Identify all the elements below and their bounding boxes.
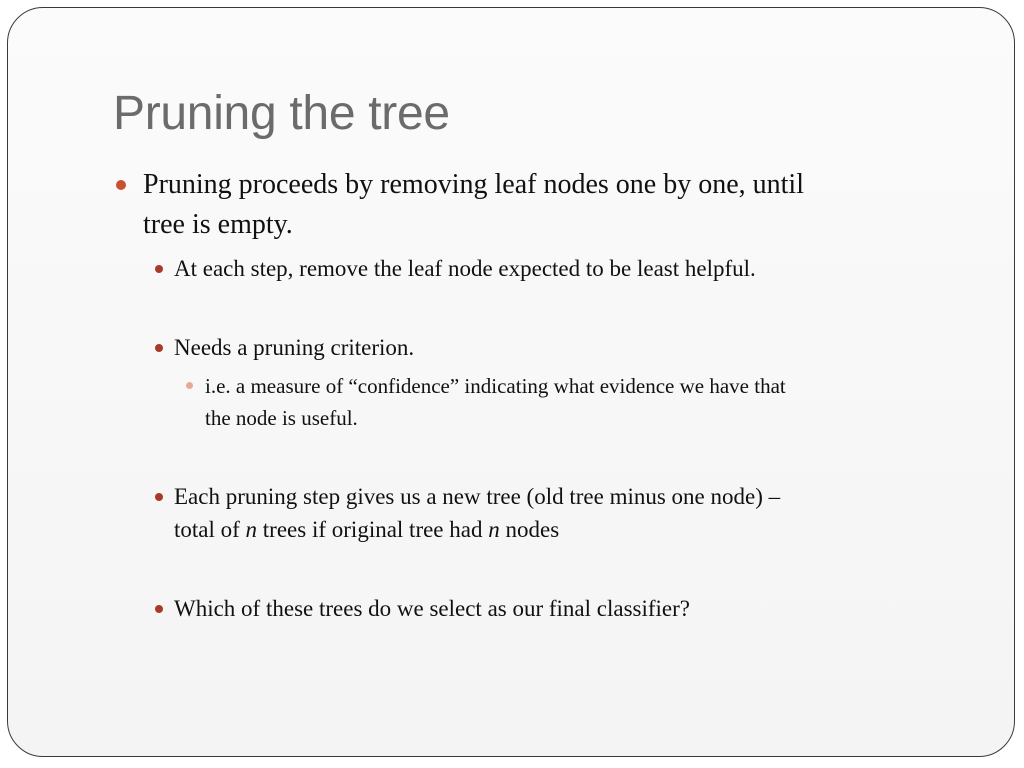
slide-title: Pruning the tree: [113, 87, 450, 140]
bullet-text-pruning-criterion: Needs a pruning criterion.: [174, 335, 415, 360]
text-fragment: total of: [174, 517, 246, 542]
text-fragment: nodes: [499, 517, 560, 542]
variable-n: n: [245, 517, 258, 542]
bullet-text-each-step: At each step, remove the leaf node expected to be least helpful.: [174, 256, 756, 281]
bullet-dot-level2: [155, 265, 163, 273]
bullet-text-pruning-proceeds-line1: Pruning proceeds by removing leaf nodes one by one, until: [143, 169, 804, 200]
bullet-text-confidence-line1: i.e. a measure of “confidence” indicating what evidence we have that: [205, 374, 786, 398]
bullet-dot-level3: [186, 382, 193, 389]
bullet-dot-level2: [155, 344, 163, 352]
bullet-text-new-tree-line1: Each pruning step gives us a new tree (old tree minus one node) –: [174, 484, 781, 509]
bullet-dot-level1: [116, 180, 126, 190]
text-fragment: trees if original tree had: [257, 517, 489, 542]
variable-n: n: [488, 517, 500, 542]
bullet-text-pruning-proceeds-line2: tree is empty.: [143, 209, 293, 240]
bullet-text-confidence-line2: the node is useful.: [205, 406, 358, 430]
bullet-dot-level2: [155, 493, 163, 501]
bullet-dot-level2: [155, 605, 163, 613]
bullet-text-final-classifier: Which of these trees do we select as our final classifier?: [174, 596, 691, 621]
bullet-text-new-tree-line2: [174, 514, 559, 546]
